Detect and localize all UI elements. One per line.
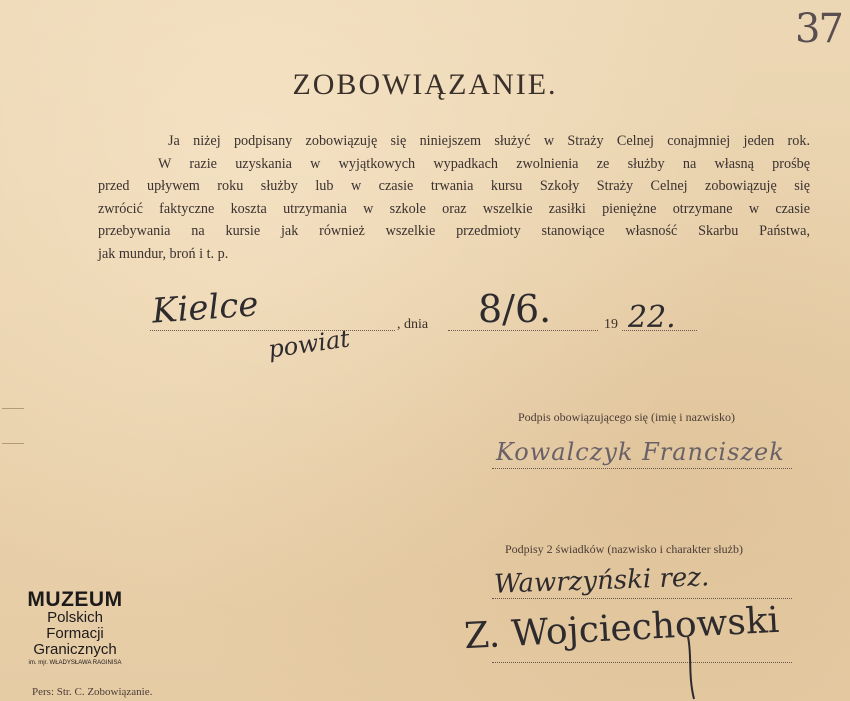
body-line: przed upływem roku służby lub w czasie trwania kursu Szkoły Straży Celnej zobowiązuję się bbox=[98, 178, 810, 194]
witness-2-handwritten: Z. Wojciechowski bbox=[463, 599, 781, 658]
place-handwritten: Kielce bbox=[150, 284, 260, 332]
year-handwritten: 22. bbox=[628, 300, 676, 335]
body-line: przebywania na kursie jak również wszelkie przedmioty stanowiące własność Skarbu Państwa, bbox=[98, 223, 810, 239]
museum-logo-line: im. mjr. WŁADYSŁAWA RAGINISA bbox=[28, 660, 122, 666]
museum-logo bbox=[10, 590, 140, 666]
museum-logo-line: Formacji bbox=[46, 625, 104, 642]
document-title: ZOBOWIĄZANIE. bbox=[292, 68, 558, 101]
year-prefix: 19 bbox=[604, 317, 618, 332]
witness-1-handwritten: Wawrzyński rez. bbox=[493, 562, 710, 600]
place-handwritten-2: powiat bbox=[266, 324, 352, 364]
body-text bbox=[98, 130, 810, 265]
museum-logo-line: Polskich bbox=[47, 609, 103, 626]
fold-mark bbox=[2, 408, 24, 444]
signature-label: Podpis obowiązującego się (imię i nazwisko) bbox=[518, 410, 735, 424]
date-label: , dnia bbox=[397, 317, 429, 332]
witnesses-label: Podpisy 2 świadków (nazwisko i charakter służb) bbox=[505, 542, 743, 556]
museum-logo-line: MUZEUM bbox=[27, 588, 123, 611]
signature-handwritten: Kowalczyk Franciszek bbox=[496, 438, 785, 466]
place-dotted-line bbox=[150, 330, 395, 331]
body-line: W razie uzyskania w wyjątkowych wypadkach zwolnienia ze służby na własną prośbę bbox=[158, 155, 810, 172]
date-handwritten: 8/6. bbox=[478, 287, 552, 331]
body-line: Ja niżej podpisany zobowiązuję się niniejszem służyć w Straży Celnej conajmniej jeden rok. bbox=[168, 133, 810, 149]
page-number: 37 bbox=[795, 6, 842, 52]
museum-logo-line: Granicznych bbox=[33, 641, 117, 658]
signature-dotted-line bbox=[492, 468, 792, 469]
body-line: jak mundur, broń i t. p. bbox=[98, 245, 229, 262]
witness-2-dotted-line bbox=[492, 662, 792, 663]
footer-reference: Pers: Str. C. Zobowiązanie. bbox=[32, 686, 153, 698]
body-line: zwrócić faktyczne koszta utrzymania w szkole oraz wszelkie zasiłki pieniężne otrzymane w czasie bbox=[98, 200, 810, 217]
witness-2-flourish bbox=[680, 635, 710, 701]
